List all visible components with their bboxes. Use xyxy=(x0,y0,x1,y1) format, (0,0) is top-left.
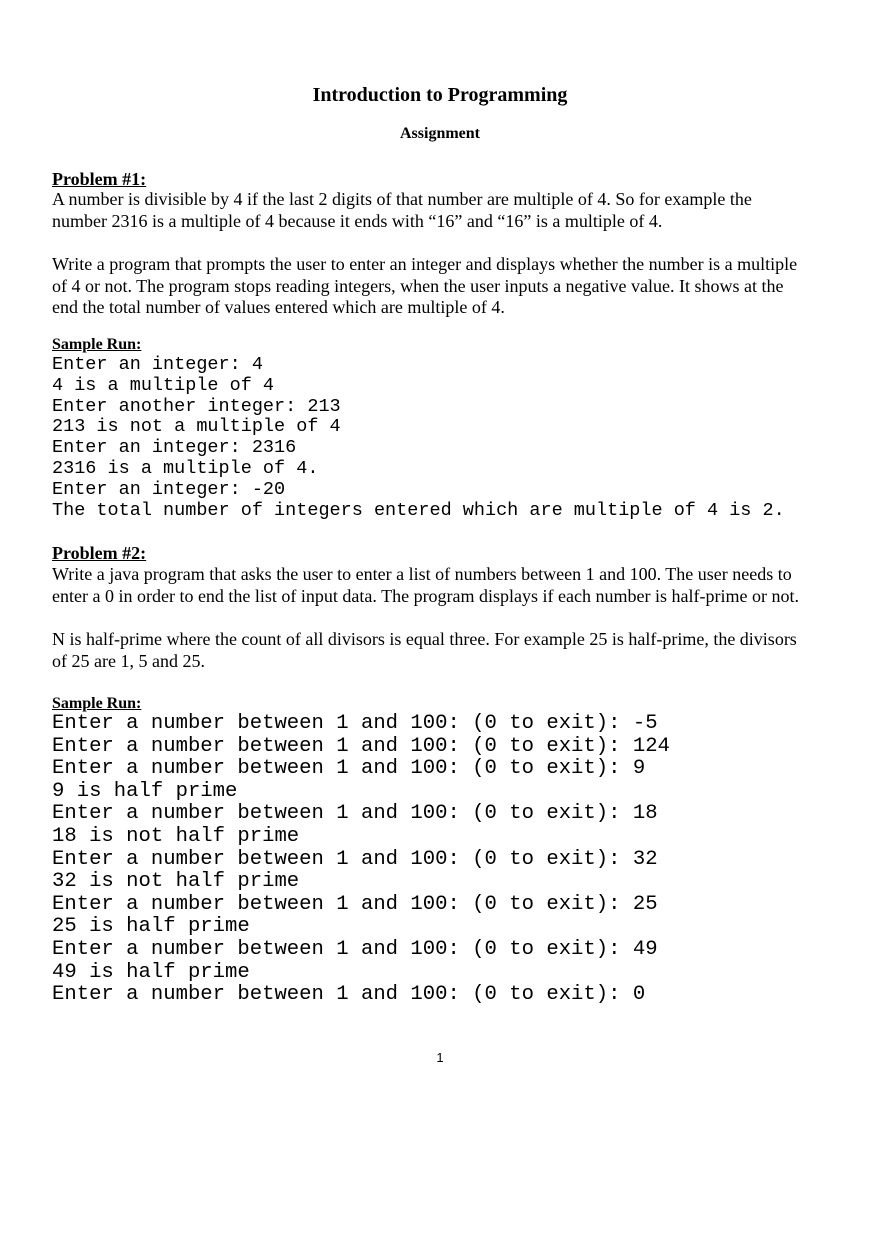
document-subtitle: Assignment xyxy=(399,125,480,142)
console-line: 32 is not half prime xyxy=(52,870,300,894)
problem-1-sample-run-heading: Sample Run: xyxy=(52,336,142,353)
problem-1-heading: Problem #1: xyxy=(52,169,147,189)
problem-2-paragraph-1 xyxy=(52,564,799,607)
console-line: Enter a number between 1 and 100: (0 to exit): -5 xyxy=(52,712,658,735)
problem-1-sample-run xyxy=(52,355,785,521)
console-line: Enter a number between 1 and 100: (0 to exit): 32 xyxy=(52,847,658,871)
console-line: 49 is half prime xyxy=(52,960,250,984)
paragraph-line: enter a 0 in order to end the list of input data. The program displays if each number is half-prime or not. xyxy=(52,585,799,606)
paragraph-line: Write a java program that asks the user to enter a list of numbers between 1 and 100. The user needs to xyxy=(52,564,792,584)
problem-1-paragraph-2 xyxy=(52,254,797,319)
document-title: Introduction to Programming xyxy=(312,84,568,106)
problem-1-paragraph-1 xyxy=(52,189,752,232)
console-line: Enter another integer: 213 xyxy=(52,395,341,417)
paragraph-line: N is half-prime where the count of all divisors is equal three. For example 25 is half-prime, the divisors xyxy=(52,629,797,649)
console-line: Enter a number between 1 and 100: (0 to exit): 49 xyxy=(52,937,658,961)
console-line: Enter a number between 1 and 100: (0 to exit): 18 xyxy=(52,802,658,826)
paragraph-line: end the total number of values entered which are multiple of 4. xyxy=(52,297,505,317)
problem-2-sample-run xyxy=(52,713,670,1007)
console-line: Enter a number between 1 and 100: (0 to exit): 9 xyxy=(52,757,646,781)
console-line: 213 is not a multiple of 4 xyxy=(52,416,341,438)
console-line: Enter an integer: 2316 xyxy=(52,437,297,459)
console-line: 4 is a multiple of 4 xyxy=(52,374,275,396)
problem-2-heading: Problem #2: xyxy=(52,543,147,563)
paragraph-line: of 25 are 1, 5 and 25. xyxy=(52,650,205,671)
problem-2-paragraph-2 xyxy=(52,629,797,672)
console-line: Enter a number between 1 and 100: (0 to exit): 25 xyxy=(52,892,658,916)
console-line: The total number of integers entered which are multiple of 4 is 2. xyxy=(52,499,785,521)
console-line: 9 is half prime xyxy=(52,779,238,803)
paragraph-line: A number is divisible by 4 if the last 2 digits of that number are multiple of 4. So for example the xyxy=(52,189,752,209)
page-number: 1 xyxy=(436,1050,444,1065)
console-line: Enter an integer: -20 xyxy=(52,478,286,500)
console-line: 18 is not half prime xyxy=(52,824,300,848)
console-line: 2316 is a multiple of 4. xyxy=(52,457,319,479)
paragraph-line: number 2316 is a multiple of 4 because it ends with “16” and “16” is a multiple of 4. xyxy=(52,210,663,231)
console-line: 25 is half prime xyxy=(52,915,250,939)
console-line: Enter an integer: 4 xyxy=(52,354,263,375)
paragraph-line: Write a program that prompts the user to enter an integer and displays whether the number is a multiple xyxy=(52,254,798,274)
paragraph-line: of 4 or not. The program stops reading integers, when the user inputs a negative value. It shows at the xyxy=(52,275,784,296)
problem-2-sample-run-heading: Sample Run: xyxy=(52,695,142,712)
console-line: Enter a number between 1 and 100: (0 to exit): 124 xyxy=(52,734,670,758)
console-line: Enter a number between 1 and 100: (0 to exit): 0 xyxy=(52,983,646,1007)
